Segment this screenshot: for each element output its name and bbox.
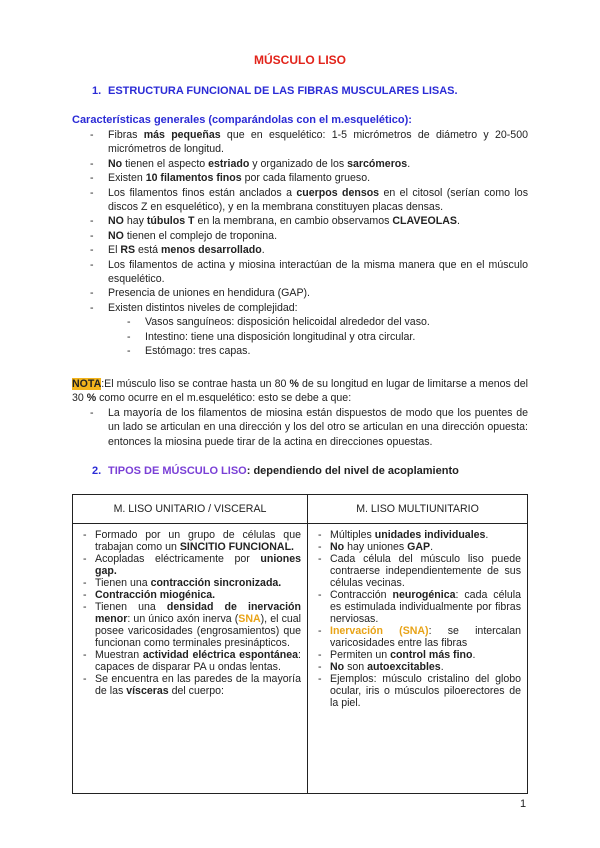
list-item: - Formado por un grupo de células que trabajan como un SINCITIO FUNCIONAL. (79, 529, 301, 553)
smooth-muscle-types-table (72, 494, 528, 794)
characteristics-heading: Características generales (comparándolas con el m.esquelético): (72, 114, 412, 126)
list-item: - NO hay túbulos T en la membrana, en cambio observamos CLAVEOLAS. (72, 214, 528, 228)
nota-list (72, 406, 528, 449)
list-item: - No son autoexcitables. (314, 661, 521, 673)
sublist-item: - Estómago: tres capas. (108, 344, 528, 358)
list-item: - Presencia de uniones en hendidura (GAP). (72, 286, 528, 300)
table-header-multiunit: M. LISO MULTIUNITARIO (308, 495, 528, 524)
section-2-heading: 2. TIPOS DE MÚSCULO LISO: dependiendo del nivel de acoplamiento (92, 465, 459, 477)
table-header-unitary: M. LISO UNITARIO / VISCERAL (73, 495, 308, 524)
page-title: MÚSCULO LISO (254, 53, 346, 67)
page-number: 1 (520, 798, 527, 810)
list-item: - Contracción neurogénica: cada célula es estimulada individualmente por fibras nerviosas. (314, 589, 521, 625)
list-item: - Permiten un control más fino. (314, 649, 521, 661)
list-item: - Fibras más pequeñas que en esquelético: 1-5 micrómetros de diámetro y 20-500 micrómetros de longitud. (72, 128, 528, 157)
multiunit-cell (308, 524, 528, 794)
section-1-heading: 1. ESTRUCTURA FUNCIONAL DE LAS FIBRAS MUSCULARES LISAS. (92, 85, 458, 97)
unitary-cell (73, 524, 308, 794)
list-item: - Los filamentos de actina y miosina interactúan de la misma manera que en el músculo esquelético. (72, 258, 528, 287)
list-item: - Acopladas eléctricamente por uniones gap. (79, 553, 301, 577)
list-item: - Múltiples unidades individuales. (314, 529, 521, 541)
list-item: - Existen 10 filamentos finos por cada filamento grueso. (72, 171, 528, 185)
list-item: - Inervación (SNA): se intercalan varicosidades entre las fibras (314, 625, 521, 649)
list-item: - Muestran actividad eléctrica espontánea: capaces de disparar PA u ondas lentas. (79, 649, 301, 673)
nota-label: NOTA (72, 378, 102, 390)
list-item: - No hay uniones GAP. (314, 541, 521, 553)
list-item: - Cada célula del músculo liso puede contraerse independientemente de sus células vecinas. (314, 553, 521, 589)
characteristics-list (72, 128, 528, 359)
list-item: - La mayoría de los filamentos de miosina están dispuestos de modo que los puentes de un lado se articulan en una dirección y los del otro se articulan en una dirección opuesta: entonces la miosina puede tirar de la actina en direcciones opuestas. (72, 406, 528, 449)
list-item: - Existen distintos niveles de complejidad: - Vasos sanguíneos: disposición helicoidal alrededor del vaso. - Intestino: tiene una disposición longitudinal y otra circular. - Estómago: tres capas. (72, 301, 528, 359)
sublist-item: - Intestino: tiene una disposición longitudinal y otra circular. (108, 330, 528, 344)
nota-paragraph: NOTA:El músculo liso se contrae hasta un 80 % de su longitud en lugar de limitarse a menos del 30 % como ocurre en el m.esquelético: esto se debe a que: (72, 378, 528, 405)
list-item: - Los filamentos finos están anclados a cuerpos densos en el citosol (serían como los discos Z en esquelético), y en la membrana constituyen placas densas. (72, 186, 528, 215)
list-item: - Se encuentra en las paredes de la mayoría de las vísceras del cuerpo: (79, 673, 301, 697)
list-item: - Contracción miogénica. (79, 589, 301, 601)
list-item: - El RS está menos desarrollado. (72, 243, 528, 257)
list-item: - Tienen una contracción sincronizada. (79, 577, 301, 589)
list-item: - NO tienen el complejo de troponina. (72, 229, 528, 243)
list-item: - Tienen una densidad de inervación menor: un único axón inerva (SNA), el cual posee varicosidades (engrosamientos) que funcionan como terminales presinápticos. (79, 601, 301, 649)
complexity-sublist (108, 315, 528, 358)
sublist-item: - Vasos sanguíneos: disposición helicoidal alrededor del vaso. (108, 315, 528, 329)
list-item: - Ejemplos: músculo cristalino del globo ocular, iris o músculos piloerectores de la piel. (314, 673, 521, 709)
list-item: - No tienen el aspecto estriado y organizado de los sarcómeros. (72, 157, 528, 171)
